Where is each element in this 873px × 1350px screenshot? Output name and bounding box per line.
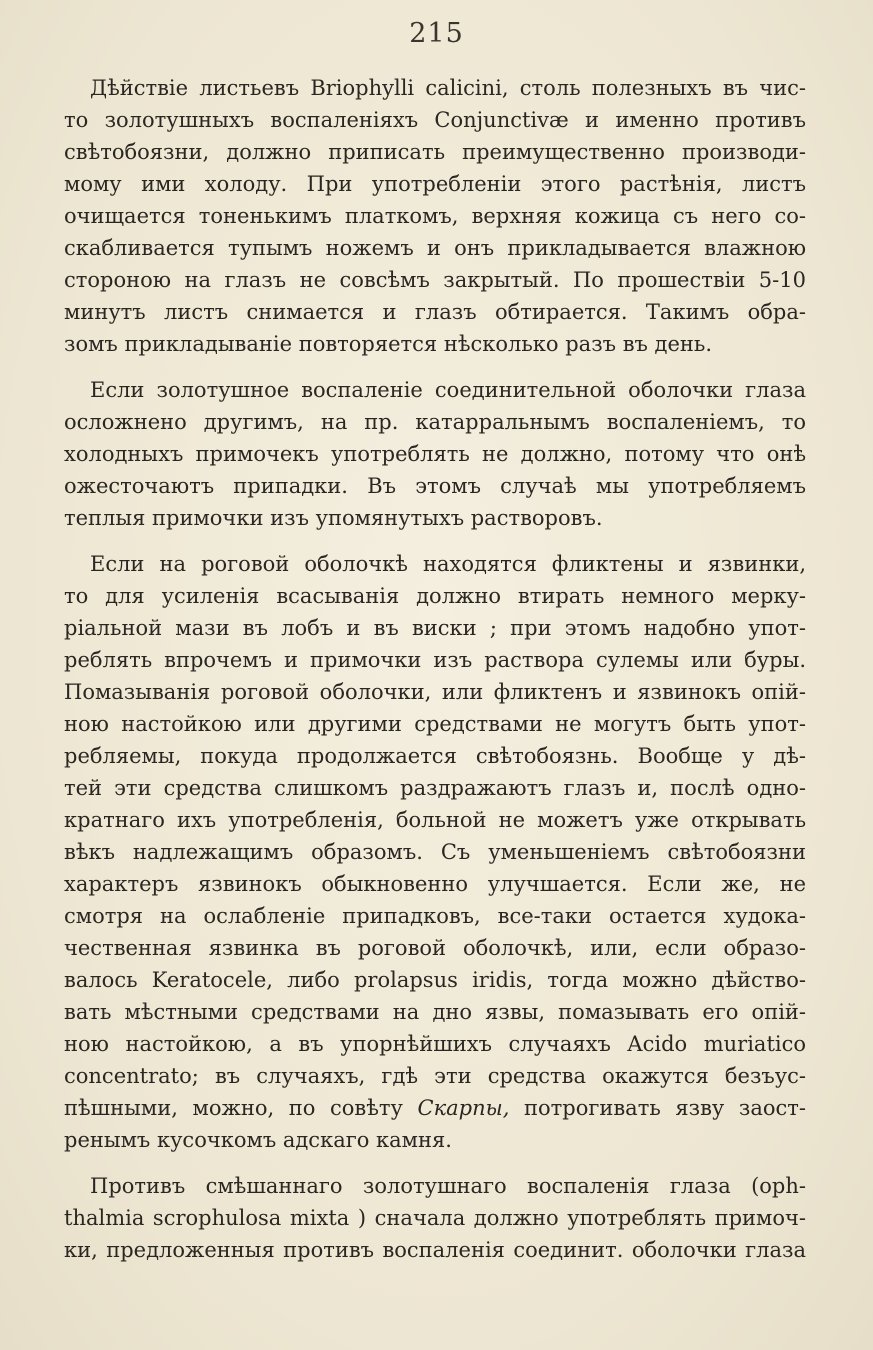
- text-line: ною настойкою или другими средствами не могутъ быть упот-: [64, 712, 806, 736]
- text-line: характеръ язвинокъ обыкновенно улучшается. Если же, не: [64, 872, 806, 896]
- text-line: ріальной мази въ лобъ и въ виски ; при этомъ надобно упот-: [64, 616, 806, 640]
- text-line: ною настойкою, а въ упорнѣйшихъ случаяхъ Acido muriatico: [64, 1032, 806, 1056]
- text-line: concentrato; въ случаяхъ, гдѣ эти средства окажутся безъус-: [64, 1064, 806, 1088]
- text-line: ренымъ кусочкомъ адскаго камня.: [64, 1128, 452, 1152]
- text-line: теплыя примочки изъ упомянутыхъ растворовъ.: [64, 506, 603, 530]
- text-line-mixed: [64, 1092, 806, 1124]
- text-line: очищается тоненькимъ платкомъ, верхняя кожица съ него со-: [64, 204, 806, 228]
- text-line: минутъ листъ снимается и глазъ обтирается. Такимъ обра-: [64, 300, 806, 324]
- text-line: осложнено другимъ, на пр. катарральнымъ воспаленіемъ, то: [64, 410, 806, 434]
- text-line: Если на роговой оболочкѣ находятся фликтены и язвинки,: [90, 552, 806, 576]
- text-line: свѣтобоязни, должно приписать преимущественно производи-: [64, 140, 806, 164]
- text-line: то для усиленія всасыванія должно втирать немного мерку-: [64, 584, 806, 608]
- text-line: Помазыванія роговой оболочки, или фликтенъ и язвинокъ опій-: [64, 680, 806, 704]
- text-line: зомъ прикладываніе повторяется нѣсколько разъ въ день.: [64, 332, 713, 356]
- text-line: смотря на ослабленіе припадковъ, все-таки остается худока-: [64, 904, 806, 928]
- text-line: то золотушныхъ воспаленіяхъ Conjunctivæ и именно противъ: [64, 108, 806, 132]
- text-line: вать мѣстными средствами на дно язвы, помазывать его опій-: [64, 1000, 806, 1024]
- text-segment: пѣшными, можно, по совѣту: [64, 1096, 403, 1120]
- text-line: реблять впрочемъ и примочки изъ раствора сулемы или буры.: [64, 648, 806, 672]
- author-name-italic: Скарпы,: [417, 1096, 510, 1120]
- text-line: thalmia scrophulosa mixta ) сначала должно употреблять примоч-: [64, 1206, 806, 1230]
- text-line: вѣкъ надлежащимъ образомъ. Съ уменьшеніемъ свѣтобоязни: [64, 840, 806, 864]
- text-line: мому ими холоду. При употребленіи этого растѣнія, листъ: [64, 172, 806, 196]
- text-segment: потрогивать язву заост-: [524, 1096, 806, 1120]
- text-line: стороною на глазъ не совсѣмъ закрытый. По прошествіи 5-10: [64, 268, 806, 292]
- text-line: Если золотушное воспаленіе соединительной оболочки глаза: [90, 378, 806, 402]
- text-line: Противъ смѣшаннаго золотушнаго воспаленія глаза (oph-: [90, 1174, 806, 1198]
- text-line: ребляемы, покуда продолжается свѣтобоязнь. Вообще у дѣ-: [64, 744, 806, 768]
- text-line: холодныхъ примочекъ употреблять не должно, потому что онѣ: [64, 442, 806, 466]
- text-line: валось Keratocele, либо prolapsus iridis, тогда можно дѣйство-: [64, 968, 806, 992]
- page-number: 215: [409, 18, 464, 49]
- text-line: скабливается тупымъ ножемъ и онъ прикладывается влажною: [64, 236, 806, 260]
- text-line: Дѣйствіе листьевъ Briophylli calicini, столь полезныхъ въ чис-: [90, 76, 806, 100]
- text-line: тей эти средства слишкомъ раздражаютъ глазъ и, послѣ одно-: [64, 776, 806, 800]
- text-line: ки, предложенныя противъ воспаленія соединит. оболочки глаза: [64, 1238, 806, 1262]
- text-line: чественная язвинка въ роговой оболочкѣ, или, если образо-: [64, 936, 806, 960]
- text-line: ожесточаютъ припадки. Въ этомъ случаѣ мы употребляемъ: [64, 474, 806, 498]
- text-line: кратнаго ихъ употребленія, больной не можетъ уже открывать: [64, 808, 806, 832]
